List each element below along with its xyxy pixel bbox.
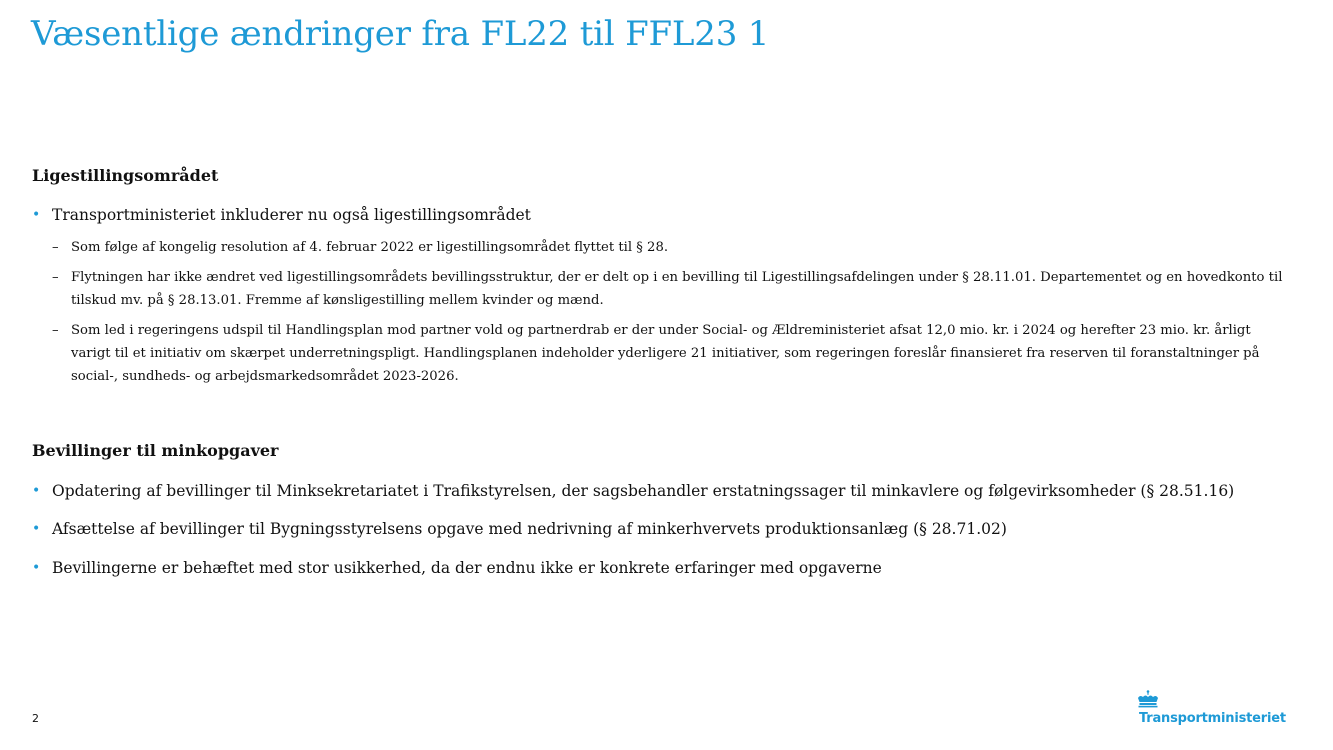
sub-bullet-text: Som led i regeringens udspil til Handlingsplan mod partner vold og partnerdrab er der under Social- og Ældreministeriet afsat 12,0 mio. kr. i 2024 og herefter 23 mio. kr. årligt varigt til et initiativ om skærpet underretningspligt. Handlingsplanen indeholder yderligere 21 initiativer, som regeringen foreslår finansieret fra reserven til foranstaltninger på social-, sundheds- og arbejdsmarkedsområdet 2023-2026. <box>71 323 1260 384</box>
section-heading-mink: Bevillinger til minkopgaver <box>32 441 279 460</box>
logo-text: Transportministeriet <box>1139 711 1286 726</box>
dash-icon: – <box>52 270 59 285</box>
bullet-icon: • <box>32 560 41 576</box>
bullet-icon: • <box>32 521 41 537</box>
crown-icon <box>1136 690 1160 708</box>
bullet-item <box>32 518 1293 540</box>
sub-bullet-item <box>52 319 1283 388</box>
page-number: 2 <box>32 712 39 725</box>
bullet-text: Transportministeriet inkluderer nu også ligestillingsområdet <box>52 206 531 224</box>
bullet-item <box>32 204 1293 226</box>
bullet-text: Bevillingerne er behæftet med stor usikkerhed, da der endnu ikke er konkrete erfaringer med opgaverne <box>52 559 882 577</box>
sub-bullet-item <box>52 266 1283 312</box>
section-heading-ligestilling: Ligestillingsområdet <box>32 166 219 185</box>
slide-title: Væsentlige ændringer fra FL22 til FFL23 1 <box>31 14 770 54</box>
sub-bullet-item <box>52 236 1283 259</box>
bullet-icon: • <box>32 207 41 223</box>
bullet-item <box>32 480 1293 502</box>
sub-bullet-text: Som følge af kongelig resolution af 4. februar 2022 er ligestillingsområdet flyttet til § 28. <box>71 240 669 255</box>
transportministeriet-logo <box>1136 690 1306 730</box>
bullet-text: Opdatering af bevillinger til Minksekretariatet i Trafikstyrelsen, der sagsbehandler erstatningssager til minkavlere og følgevirksomheder (§ 28.51.16) <box>52 482 1235 500</box>
bullet-icon: • <box>32 483 41 499</box>
sub-bullet-text: Flytningen har ikke ændret ved ligestillingsområdets bevillingsstruktur, der er delt op i en bevilling til Ligestillingsafdelingen under § 28.11.01. Departementet og en hovedkonto til tilskud mv. på § 28.13.01. Fremme af kønsligestilling mellem kvinder og mænd. <box>71 270 1283 308</box>
bullet-item <box>32 557 1293 579</box>
dash-icon: – <box>52 323 59 338</box>
dash-icon: – <box>52 240 59 255</box>
bullet-text: Afsættelse af bevillinger til Bygningsstyrelsens opgave med nedrivning af minkerhvervets produktionsanlæg (§ 28.71.02) <box>52 520 1007 538</box>
